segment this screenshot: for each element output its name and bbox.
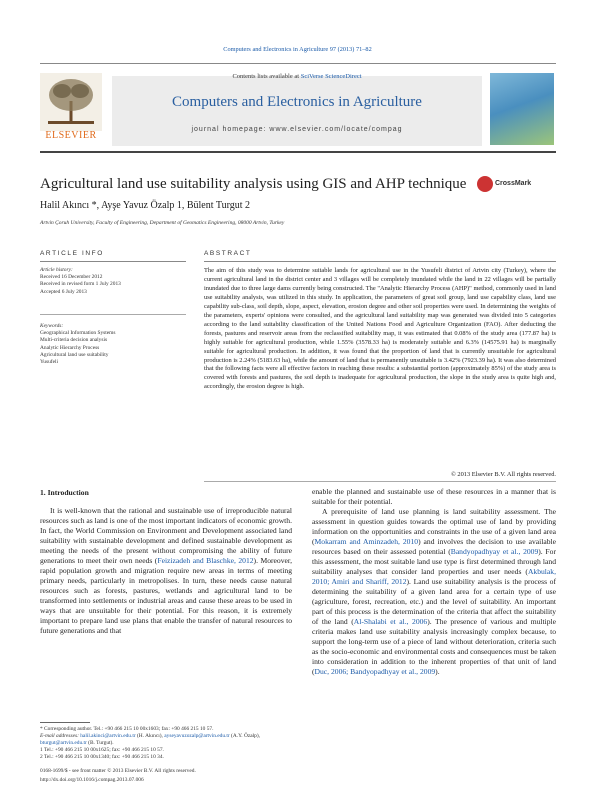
doi-link[interactable]: http://dx.doi.org/10.1016/j.compag.2013.07.006 [40, 777, 144, 783]
article-history [40, 267, 190, 296]
journal-homepage[interactable]: journal homepage: www.elsevier.com/locate/compag [191, 126, 403, 133]
journal-reference[interactable]: Computers and Electronics in Agriculture 97 (2013) 71–82 [223, 46, 372, 53]
email-owner: (A.Y. Özalp), [229, 733, 260, 739]
footnote-corresponding: * Corresponding author. Tel.: +90 466 215 10 00x1603; fax: +90 466 215 10 57. [40, 726, 214, 732]
intro-paragraph-2 [312, 507, 556, 677]
text-run: A prerequisite of land use planning is land suitability assessment. The assessment in question guides towards the optimal use of land by providing information on the opportunities and constraints in the use of a given land area ( [312, 507, 556, 547]
intro-paragraph-continued: enable the planned and sustainable use of these resources in a manner that is suitable for their potential. [312, 487, 556, 507]
journal-title: Computers and Electronics in Agriculture [172, 94, 422, 110]
email-label: E-mail addresses: [40, 733, 81, 739]
article-info-label: ARTICLE INFO [40, 250, 104, 257]
keyword-item: Yusufeli [40, 359, 58, 366]
citation-link[interactable]: Al-Shalabi et al., 2006 [353, 617, 428, 627]
footnote-1: 1 Tel.: +90 466 215 10 00x1625; fax: +90 466 215 10 57. [40, 747, 164, 753]
journal-banner [112, 76, 482, 146]
citation-link[interactable]: Bandyopadhyay et al., 2009 [450, 547, 539, 557]
abstract-text: The aim of this study was to determine suitable lands for agricultural use in the Yusufeli district of Artvin city (Turkey), where the current agricultural land in the district center and 3 villages will be completely inundated while the land in 22 villages will be partially inundated due to three large dams currently being constructed. The "Analytic Hierarchy Process (AHP)" method, commonly used in land use suitability analysis, was utilized in this study. In application, the parameters of great soil group, land use capability class, land use capability sub-class, soil depth, slope, aspect, elevation, erosion degree and other soil properties were used. In determining the weights of the parameters, experts' opinions were consulted, and the agricultural land suitability map was generated was divided into 5 categories according to the land suitability classification of the United Nations Food and Agriculture Organization (FAO). After deducting the forests, pastures and reservoir areas from the reclassified suitability map, it was estimated that 0.08% of the study area (177.87 ha) is highly suitable for agricultural production, while 1.55% (3578.33 ha) is moderately suitable and 6.3% (14575.91 ha) is marginally suitable for agricultural production. In addition, it was found that the proportion of land that is currently unsuitable for agricultural production is 2.24% (5183.63 ha), while the amount of land that is permanently unsuitable is 3.42% (7923.39 ha). It was also determined that the following facts were all effective factors in reaching these results: a substantial portion (approximately 85%) of the study area is covered with forests and pastures, the soil depth is inadequate for agricultural production, the slope in the study area is quite high and, accordingly, the erosion degree is high. [204, 267, 556, 391]
elsevier-tree-icon [40, 73, 102, 131]
sciencedirect-link[interactable]: SciVerse ScienceDirect [300, 73, 362, 80]
email-owner: (H. Akıncı), [135, 733, 165, 739]
header-top-rule [40, 63, 556, 64]
history-heading: Article history: [40, 267, 73, 273]
email-owner: (B. Turgut). [86, 740, 114, 746]
contents-line [112, 73, 482, 80]
text-run: It is well-known that the rational and sustainable use of irreproducible natural resources such as land is one of the most important indicators of economic growth. In fact, the World Commission on Environment and Development associated land suitability with sustainable development and defined sustainable development as meeting the needs of the present without compromising the ability of future generations to meet their own needs ( [40, 506, 292, 566]
history-rule [40, 314, 186, 315]
section-heading-introduction: 1. Introduction [40, 488, 89, 497]
email-link[interactable]: ayseyavuzozalp@artvin.edu.tr [164, 733, 230, 739]
keywords-block [40, 323, 190, 366]
text-run: ). The presence of various and multiple criteria makes land use suitability analysis increasingly complex because, to support the long-term use of a piece of land without deterioration, criteria such as the socio-economic and environmental costs and consequences must be taken into consideration in addition to the inherent properties of that unit of land ( [312, 617, 557, 677]
abstract-bottom-rule [204, 481, 556, 482]
citation-link[interactable]: Duc, 2006; Bandyopadhyay et al., 2009 [314, 667, 436, 677]
intro-paragraph-1 [40, 506, 292, 636]
text-run: ). Moreover, rapid population growth and migration require new areas in terms of meeting primary needs, particularly in metropolises. In turn, these needs cause natural resources such as forests, pastures, wetlands and agricultural land to be transformed into settlements or industrial areas and cause these areas to be used in ways that are unsuitable for their potential. For this reason, it is extremely important to prepare land use plans that enable the transfer of natural resources to future generations and that [40, 556, 292, 636]
keyword-item: Agricultural land use suitability [40, 351, 109, 358]
publisher-wordmark: ELSEVIER [45, 130, 97, 141]
email-link[interactable]: bturgut@artvin.edu.tr [40, 740, 87, 746]
footnote-rule [40, 722, 90, 723]
crossmark-label[interactable]: CrossMark [495, 180, 532, 187]
citation-link[interactable]: Mokarram and Aminzadeh, 2010 [314, 537, 419, 547]
text-run: ). Land use suitability analysis is the process of determining the suitability of a given land area for a certain type of use (agriculture, forest, recreation, etc.) and the level of suitability. An important part of this process is the determination of the criteria that affect the suitability of the land ( [312, 577, 556, 627]
abstract-label: ABSTRACT [204, 250, 252, 257]
article-title: Agricultural land use suitability analysis using GIS and AHP technique [40, 176, 467, 192]
text-run: ). For this assessment, the most suitable land use type is first determined through land suitability analyses that consider land properties and user needs ( [312, 547, 556, 577]
footnotes [40, 726, 296, 761]
keyword-item: Analytic Hierarchy Process [40, 344, 100, 351]
affiliation: Artvin Çoruh University, Faculty of Engineering, Department of Geomatics Engineering, 08000 Artvin, Turkey [40, 220, 285, 226]
citation-link[interactable]: Feizizadeh and Blaschke, 2012 [157, 556, 254, 566]
keyword-item: Multi-criteria decision analysis [40, 337, 108, 344]
text-run: ) and involves the decision to use available resources based on their assessed potential ( [312, 537, 556, 557]
left-column-text [40, 506, 292, 636]
email-link[interactable]: halil.akinci@artvin.edu.tr [80, 733, 136, 739]
history-revised: Received in revised form 1 July 2013 [40, 281, 121, 288]
history-accepted: Accepted 6 July 2013 [40, 288, 87, 295]
journal-cover-thumbnail [490, 73, 554, 145]
footnote-2: 2 Tel.: +90 466 215 10 00x1340; fax: +90 466 215 10 34. [40, 754, 164, 760]
header-bottom-rule [40, 151, 556, 153]
article-info-rule [40, 261, 186, 262]
footnote-emails [40, 733, 296, 747]
abstract-rule [204, 261, 556, 262]
keyword-item: Geographical Information Systems [40, 330, 116, 337]
copyright-notice: © 2013 Elsevier B.V. All rights reserved. [450, 471, 556, 478]
history-received: Received 16 December 2012 [40, 274, 103, 281]
text-run: ). [435, 667, 440, 677]
crossmark-icon[interactable] [477, 176, 493, 192]
citation-link[interactable]: Akbulak, 2010; Amiri and Shariff, 2012 [312, 567, 556, 587]
right-column-text [312, 487, 556, 677]
author-list: Halil Akıncı *, Ayşe Yavuz Özalp 1, Bülent Turgut 2 [40, 200, 251, 211]
keywords-heading: Keywords: [40, 323, 64, 329]
front-matter-line: 0168-1699/$ - see front matter © 2013 Elsevier B.V. All rights reserved. [40, 768, 196, 774]
contents-prefix: Contents lists available at [232, 73, 301, 80]
